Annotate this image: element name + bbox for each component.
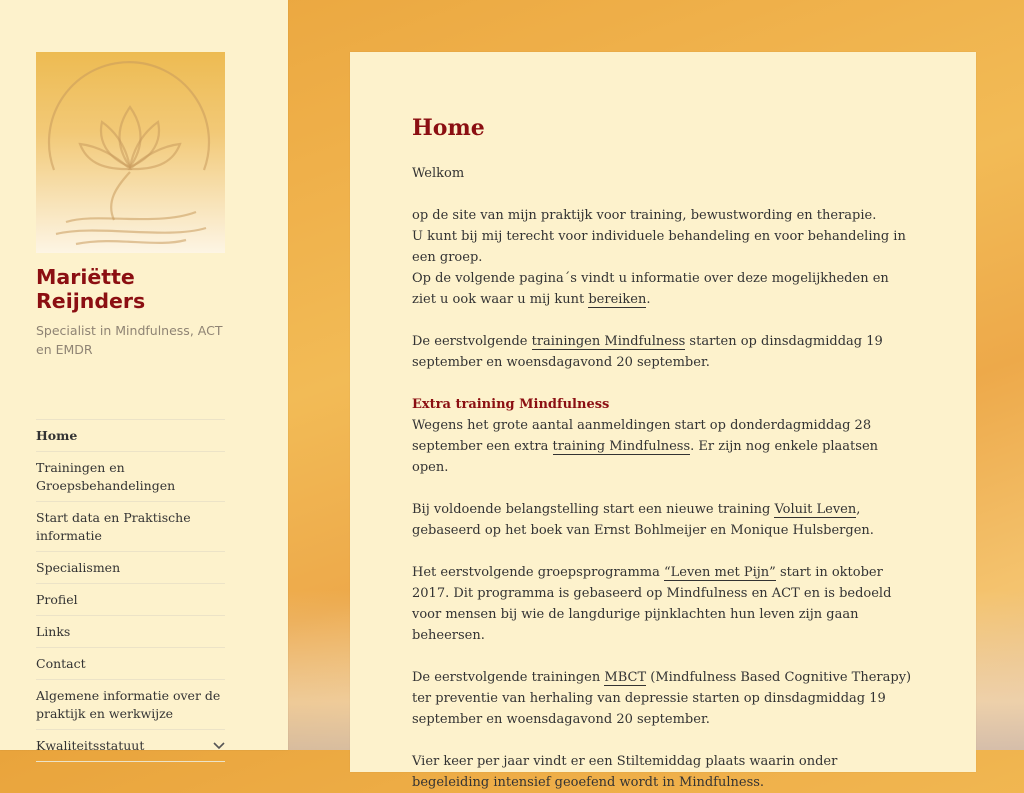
nav-item-kwaliteitsstatuut[interactable] [36,730,225,762]
mindfulness-paragraph [412,331,914,373]
text-segment: Wegens het grote aantal aanmeldingen start op donderdagmiddag 28 september een extra [412,418,872,454]
lotus-logo-icon [36,52,225,253]
text-segment: start in oktober 2017. Dit programma is gebaseerd op Mindfulness en ACT en is bedoeld voor mensen bij wie de langdurige pijnklachten hun leven zijn gaan beheersen. [412,565,892,643]
extra-training-heading: Extra training Mindfulness [412,397,610,412]
nav-item-label: Kwaliteitsstatuut [36,738,145,753]
intro-end: . [646,292,651,307]
intro-line-1: op de site van mijn praktijk voor training, bewustwording en therapie. [412,208,877,223]
main-content [350,52,976,790]
nav-item-label: Links [36,624,71,639]
nav-item-label: Profiel [36,592,78,607]
nav-item-specialismen[interactable] [36,552,225,584]
intro-line-2: U kunt bij mij terecht voor individuele behandeling en voor behandeling in een groep. [412,229,906,265]
voluit-leven-paragraph [412,499,914,541]
nav-item-links[interactable] [36,616,225,648]
welcome-text: Welkom [412,166,465,181]
entry-content [412,163,914,793]
mbct-link[interactable]: MBCT [604,670,647,685]
text-segment: Het eerstvolgende groepsprogramma [412,565,664,580]
nav-item-trainingen[interactable] [36,452,225,502]
bereiken-link[interactable]: bereiken [588,292,647,307]
extra-training-paragraph [412,394,914,478]
intro-paragraph [412,205,914,310]
leven-met-pijn-link[interactable]: “Leven met Pijn” [663,565,776,580]
site-logo[interactable] [36,52,225,253]
leven-met-pijn-paragraph [412,562,914,646]
nav-item-start-data[interactable] [36,502,225,552]
nav-item-algemene-informatie[interactable] [36,680,225,730]
nav-item-label: Contact [36,656,86,671]
nav-item-label: Home [36,428,78,443]
main-navigation [36,419,225,762]
page-title: Home [412,115,485,141]
text-segment: (Mindfulness Based Cognitive Therapy) ter preventie van herhaling van depressie starten op dinsdagmiddag 19 september en woensdagavond 20 september. [412,670,912,727]
nav-item-home[interactable] [36,420,225,452]
voluit-leven-link[interactable]: Voluit Leven [774,502,857,517]
chevron-down-icon[interactable] [205,737,225,755]
stiltemiddag-paragraph: Vier keer per jaar vindt er een Stiltemiddag plaats waarin onder begeleiding intensief geoefend wordt in Mindfulness. [412,754,838,790]
intro-line-3: Op de volgende pagina´s vindt u informatie over deze mogelijkheden en ziet u ook waar u mij kunt [412,271,889,307]
training-mindfulness-link[interactable]: training Mindfulness [552,439,691,454]
site-title[interactable]: Mariëtte Reijnders [36,265,146,313]
text-segment: , gebaseerd op het boek van Ernst Bohlmeijer en Monique Hulsbergen. [412,502,874,538]
nav-item-label: Start data en Praktische informatie [36,510,191,543]
nav-item-profiel[interactable] [36,584,225,616]
trainingen-mindfulness-link[interactable]: trainingen Mindfulness [531,334,686,349]
nav-item-label: Trainingen en Groepsbehandelingen [36,460,176,493]
text-segment: De eerstvolgende [412,334,532,349]
nav-item-label: Algemene informatie over de praktijk en werkwijze [36,688,221,721]
text-segment: starten op dinsdagmiddag 19 september en woensdagavond 20 september. [412,334,883,370]
text-segment: . Er zijn nog enkele plaatsen open. [412,439,879,475]
mbct-paragraph [412,667,914,730]
text-segment: De eerstvolgende trainingen [412,670,605,685]
sidebar [0,0,288,753]
nav-item-label: Specialismen [36,560,121,575]
nav-item-contact[interactable] [36,648,225,680]
text-segment: Bij voldoende belangstelling start een nieuwe training [412,502,775,517]
site-description: Specialist in Mindfulness, ACT en EMDR [36,323,223,357]
